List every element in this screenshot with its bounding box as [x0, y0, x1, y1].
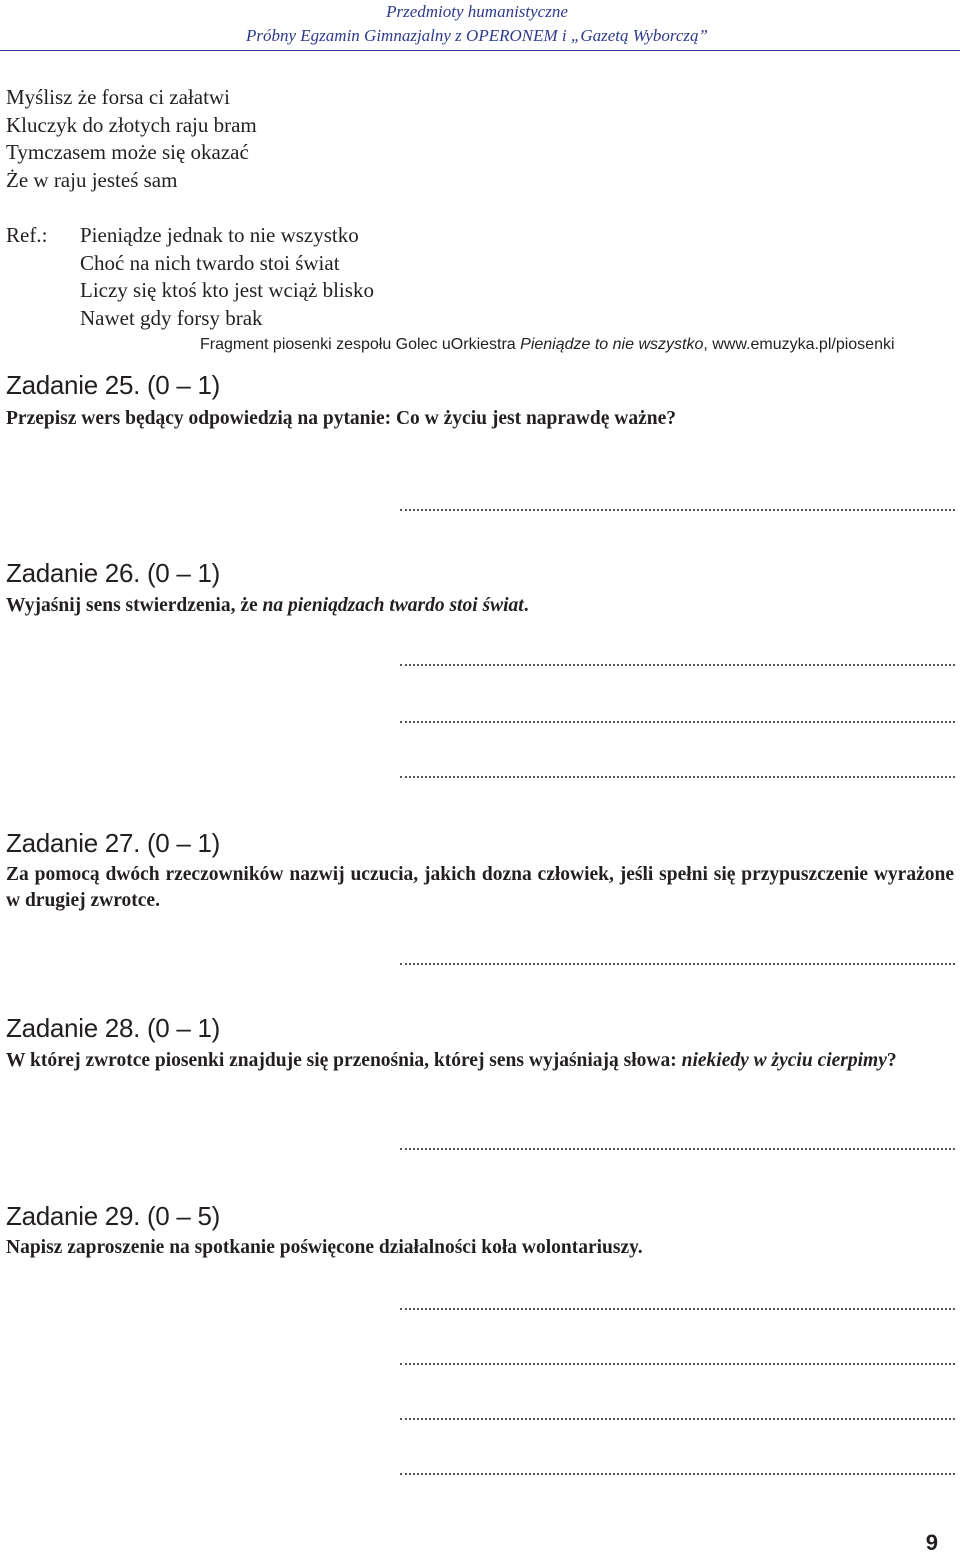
task-25-title: Zadanie 25. (0 – 1)	[6, 370, 220, 400]
refrain-line: Choć na nich twardo stoi świat	[80, 250, 340, 275]
refrain-line: Liczy się ktoś kto jest wciąż blisko	[80, 278, 374, 302]
task-28-title: Zadanie 28. (0 – 1)	[6, 1013, 220, 1043]
header-exam-title: Próbny Egzamin Gimnazjalny z OPERONEM i „Gazetą Wyborczą”	[246, 26, 708, 45]
lyric-line: Kluczyk do złotych raju bram	[6, 112, 257, 137]
refrain-line: Pieniądze jednak to nie wszystko	[80, 223, 359, 247]
task-26-question: Wyjaśnij sens stwierdzenia, że na pieniądzach twardo stoi świat.	[6, 595, 529, 616]
answer-line[interactable]	[400, 961, 955, 965]
task-29-title: Zadanie 29. (0 – 5)	[6, 1201, 220, 1231]
header-subject: Przedmioty humanistyczne	[386, 2, 568, 21]
refrain-label: Ref.:	[6, 223, 48, 247]
header-divider	[0, 50, 960, 51]
refrain	[80, 222, 374, 332]
task-29-question: Napisz zaproszenie na spotkanie poświęcone działalności koła wolontariuszy.	[6, 1237, 643, 1258]
answer-line[interactable]	[400, 662, 955, 666]
source-url: , www.emuzyka.pl/piosenki	[703, 336, 895, 353]
answer-line[interactable]	[400, 507, 955, 511]
source-prefix: Fragment piosenki zespołu Golec uOrkiestra	[200, 336, 521, 353]
answer-line[interactable]	[400, 1471, 955, 1475]
task-25-question: Przepisz wers będący odpowiedzią na pytanie: Co w życiu jest naprawdę ważne?	[6, 408, 676, 429]
answer-line[interactable]	[400, 1306, 955, 1310]
task-26-title: Zadanie 26. (0 – 1)	[6, 558, 220, 588]
answer-line[interactable]	[400, 1361, 955, 1365]
source-song-title: Pieniądze to nie wszystko	[520, 336, 704, 353]
answer-line[interactable]	[400, 1146, 955, 1150]
task-28-question: W której zwrotce piosenki znajduje się przenośnia, której sens wyjaśniają słowa: niekiedy w życiu cierpimy?	[6, 1050, 897, 1071]
source-citation	[200, 334, 895, 356]
lyric-line: Że w raju jesteś sam	[6, 167, 178, 192]
answer-line[interactable]	[400, 774, 955, 778]
task-27-title: Zadanie 27. (0 – 1)	[6, 828, 220, 858]
answer-line[interactable]	[400, 719, 955, 723]
refrain-line: Nawet gdy forsy brak	[80, 305, 263, 330]
lyrics-stanza	[6, 84, 257, 194]
answer-line[interactable]	[400, 1416, 955, 1420]
page-number: 9	[925, 1530, 938, 1555]
page-header	[177, 0, 777, 48]
lyric-line: Myślisz że forsa ci załatwi	[6, 85, 230, 109]
lyric-line: Tymczasem może się okazać	[6, 140, 249, 164]
task-27-question: Za pomocą dwóch rzeczowników nazwij uczucia, jakich dozna człowiek, jeśli spełni się przypuszczenie wyrażone w drugiej zwrotce.	[6, 864, 954, 911]
